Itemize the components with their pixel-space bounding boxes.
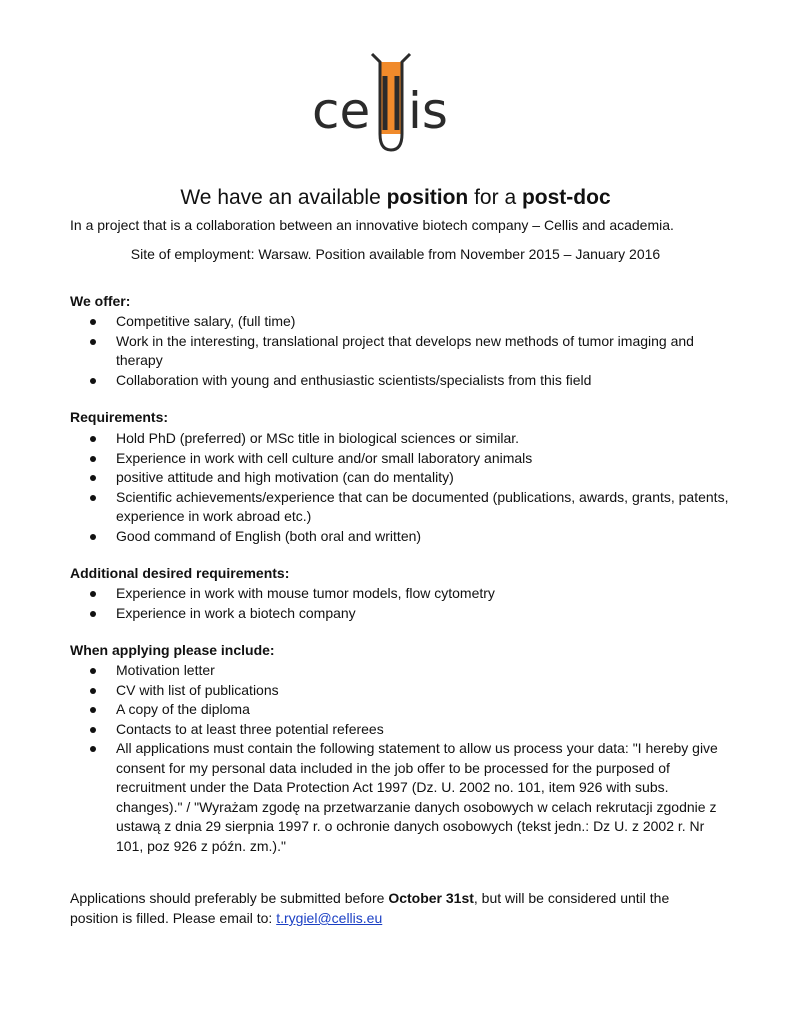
apply-heading: When applying please include: xyxy=(70,642,275,658)
list-item: Contacts to at least three potential referees xyxy=(90,720,730,740)
list-item: All applications must contain the following statement to allow us process your data: "I hereby give consent for my personal data included in the job offer to be processed for the purposed of recruitment under the Data Protection Act 1997 (Dz. U. 2002 no. 101, item 926 with subs. changes)." / "Wyrażam zgodę na przetwarzanie danych osobowych w celach rekrutacji zgodnie z ustawą z dnia 29 sierpnia 1997 r. o ochronie danych osobowych (tekst jedn.: Dz U. z 2002 r. Nr 101, poz 926 z późn. zm.)." xyxy=(90,739,730,856)
additional-heading: Additional desired requirements: xyxy=(70,565,290,581)
apply-list xyxy=(90,661,730,856)
closing-part2: , but will be considered until the position is filled. Please email to: xyxy=(70,890,670,926)
offer-list xyxy=(90,312,730,390)
closing-paragraph xyxy=(70,888,710,928)
requirements-heading: Requirements: xyxy=(70,409,169,425)
page-title xyxy=(0,186,791,210)
list-item: A copy of the diploma xyxy=(90,700,730,720)
requirements-list xyxy=(90,429,730,546)
list-item: Motivation letter xyxy=(90,661,730,681)
list-item: CV with list of publications xyxy=(90,681,730,701)
list-item: Competitive salary, (full time) xyxy=(90,312,730,332)
headline-position: position xyxy=(386,186,469,209)
list-item: Hold PhD (preferred) or MSc title in biological sciences or similar. xyxy=(90,429,730,449)
cellis-logo xyxy=(310,46,450,156)
offer-heading: We offer: xyxy=(70,293,131,309)
list-item: positive attitude and high motivation (can do mentality) xyxy=(90,468,730,488)
list-item: Good command of English (both oral and written) xyxy=(90,527,730,547)
headline-postdoc: post-doc xyxy=(521,186,611,209)
list-item: Experience in work a biotech company xyxy=(90,604,730,624)
additional-list xyxy=(90,584,730,623)
logo-text-left: ce xyxy=(312,82,371,140)
test-tube-icon xyxy=(372,54,410,150)
list-item: Experience in work with cell culture and/or small laboratory animals xyxy=(90,449,730,469)
headline-part1: We have an available xyxy=(180,186,387,209)
headline-part3: for a xyxy=(468,186,522,209)
site-text: Site of employment: Warsaw. Position available from November 2015 – January 2016 xyxy=(130,246,661,262)
email-link[interactable]: t.rygiel@cellis.eu xyxy=(276,910,383,926)
intro-text: In a project that is a collaboration between an innovative biotech company – Cellis and academia. xyxy=(70,217,674,233)
list-item: Collaboration with young and enthusiastic scientists/specialists from this field xyxy=(90,371,730,391)
list-item: Work in the interesting, translational project that develops new methods of tumor imaging and therapy xyxy=(90,332,730,371)
logo-text-right: is xyxy=(408,82,448,140)
list-item: Scientific achievements/experience that can be documented (publications, awards, grants, patents, experience in work abroad etc.) xyxy=(90,488,730,527)
closing-part1: Applications should preferably be submitted before xyxy=(70,890,389,906)
list-item: Experience in work with mouse tumor models, flow cytometry xyxy=(90,584,730,604)
deadline: October 31st xyxy=(388,890,474,906)
